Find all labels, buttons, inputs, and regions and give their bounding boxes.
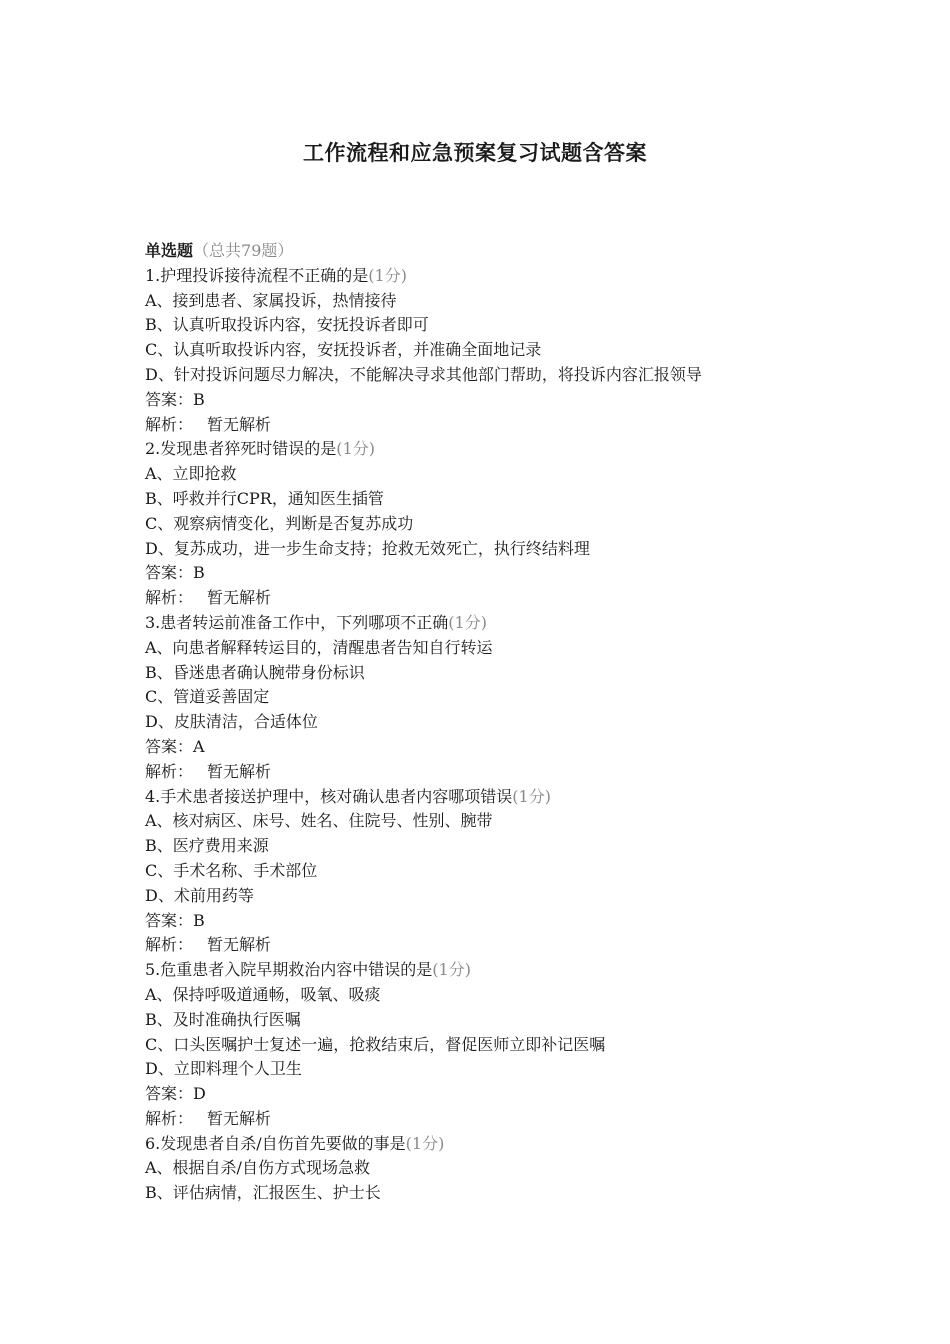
question-score: (1分) <box>336 439 375 459</box>
answer: 答案：B <box>145 910 205 930</box>
option-a: A、向患者解释转运目的，清醒患者告知自行转运 <box>145 637 493 657</box>
analysis-text: 暂无解析 <box>207 761 272 781</box>
question-stem <box>145 785 845 810</box>
option-a: A、核对病区、床号、姓名、住院号、性别、腕带 <box>145 811 493 831</box>
question-score: (1分) <box>368 265 407 285</box>
option-a: A、接到患者、家属投诉，热情接待 <box>145 290 397 310</box>
question-text: 4.手术患者接送护理中，核对确认患者内容哪项错误 <box>145 786 513 806</box>
question-stem <box>145 611 845 636</box>
option-d: D、皮肤清洁，合适体位 <box>145 712 318 732</box>
analysis <box>145 760 845 785</box>
analysis-text: 暂无解析 <box>207 414 272 434</box>
option-d: D、术前用药等 <box>145 885 254 905</box>
analysis-label: 解析： <box>145 1108 194 1128</box>
option-c: C、手术名称、手术部位 <box>145 860 318 880</box>
option-a: A、保持呼吸道通畅，吸氧、吸痰 <box>145 984 381 1004</box>
option-b: B、呼救并行CPR，通知医生插管 <box>145 488 384 508</box>
question-list <box>145 239 845 1206</box>
option-d: D、立即料理个人卫生 <box>145 1059 302 1079</box>
answer: 答案：B <box>145 389 205 409</box>
option-d: D、针对投诉问题尽力解决，不能解决寻求其他部门帮助，将投诉内容汇报领导 <box>145 364 702 384</box>
question-text: 3.患者转运前准备工作中，下列哪项不正确 <box>145 612 449 632</box>
question-score: (1分) <box>512 786 551 806</box>
analysis-text: 暂无解析 <box>207 935 272 955</box>
section-count: （总共79题） <box>193 241 294 260</box>
answer: 答案：D <box>145 1084 206 1104</box>
question-score: (1分) <box>405 1133 445 1153</box>
option-a: A、立即抢救 <box>145 464 237 484</box>
option-c: C、认真听取投诉内容，安抚投诉者，并准确全面地记录 <box>145 340 542 360</box>
option-d: D、复苏成功，进一步生命支持；抢救无效死亡，执行终结料理 <box>145 538 590 558</box>
question-text: 6.发现患者自杀/自伤首先要做的事是 <box>145 1133 406 1153</box>
option-b: B、认真听取投诉内容，安抚投诉者即可 <box>145 315 429 335</box>
question-stem <box>145 264 845 289</box>
option-c: C、口头医嘱护士复述一遍，抢救结束后，督促医师立即补记医嘱 <box>145 1034 606 1054</box>
analysis-label: 解析： <box>145 935 194 955</box>
option-a: A、根据自杀/自伤方式现场急救 <box>145 1158 370 1178</box>
option-b: B、昏迷患者确认腕带身份标识 <box>145 662 365 682</box>
question-score: (1分) <box>448 612 487 632</box>
answer: 答案：B <box>145 563 205 583</box>
analysis-label: 解析： <box>145 588 194 608</box>
question-stem <box>145 437 845 462</box>
analysis-label: 解析： <box>145 761 194 781</box>
section-heading <box>145 239 845 264</box>
option-c: C、管道妥善固定 <box>145 687 270 707</box>
analysis <box>145 1107 845 1132</box>
option-b: B、评估病情，汇报医生、护士长 <box>145 1183 381 1203</box>
question-text: 1.护理投诉接待流程不正确的是 <box>145 265 369 285</box>
option-c: C、观察病情变化，判断是否复苏成功 <box>145 513 414 533</box>
question-stem <box>145 958 845 983</box>
document-title: 工作流程和应急预案复习试题含答案 <box>303 140 647 165</box>
analysis-label: 解析： <box>145 414 194 434</box>
option-b: B、及时准确执行医嘱 <box>145 1009 301 1029</box>
question-text: 2.发现患者猝死时错误的是 <box>145 439 337 459</box>
question-score: (1分) <box>432 960 471 980</box>
section-label: 单选题 <box>145 241 194 260</box>
option-b: B、医疗费用来源 <box>145 836 269 856</box>
question-stem <box>145 1132 845 1157</box>
analysis <box>145 413 845 438</box>
answer: 答案：A <box>145 736 205 756</box>
analysis-text: 暂无解析 <box>207 588 272 608</box>
analysis <box>145 933 845 958</box>
analysis-text: 暂无解析 <box>207 1108 272 1128</box>
question-text: 5.危重患者入院早期救治内容中错误的是 <box>145 960 433 980</box>
analysis <box>145 586 845 611</box>
